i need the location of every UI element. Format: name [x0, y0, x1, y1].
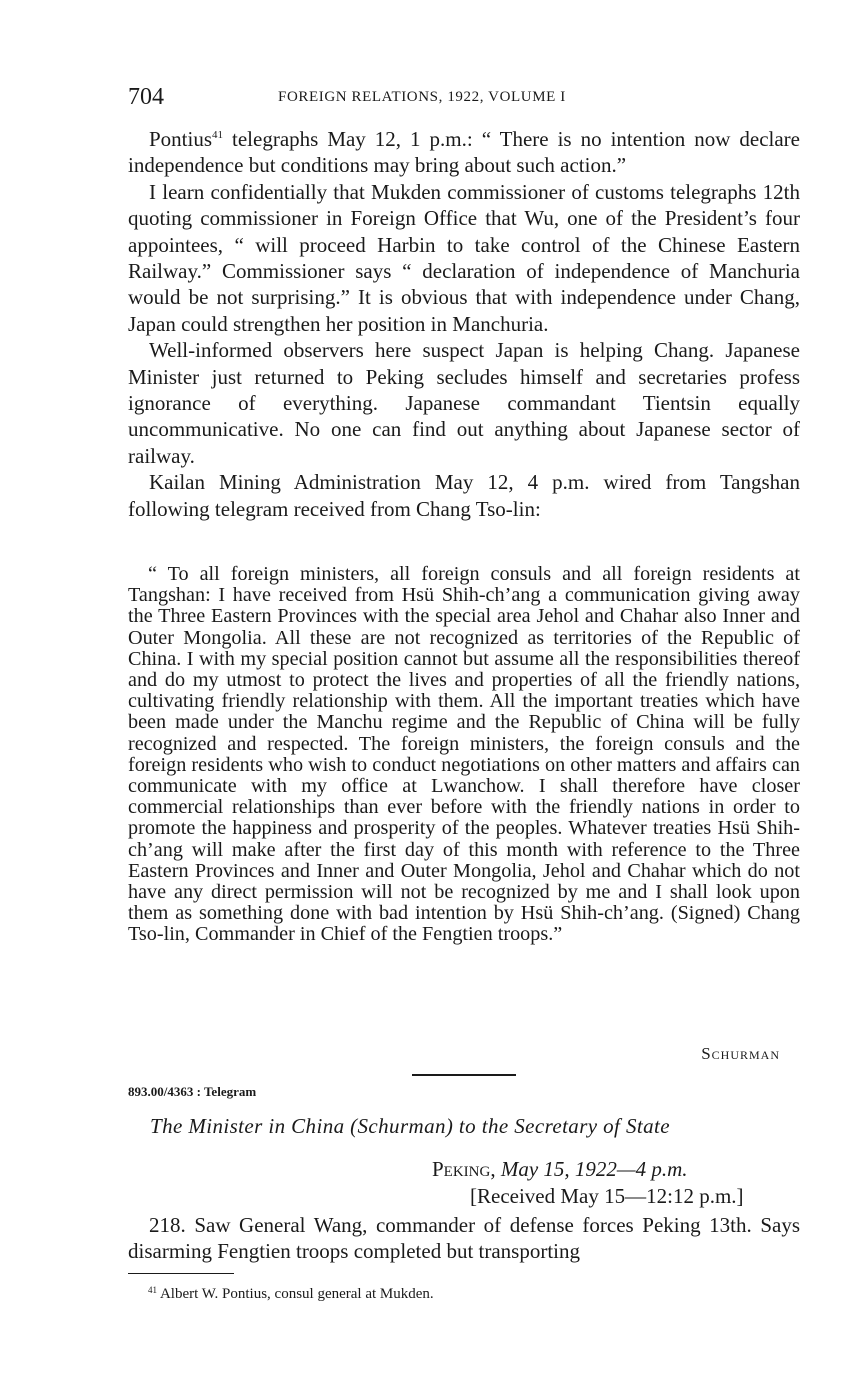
page-number: 704 [128, 84, 164, 110]
pontius-text: telegraphs May 12, 1 p.m.: “ There is no intention now declare independence but conditions may bring about such action.” [128, 127, 800, 178]
paragraph-218: 218. Saw General Wang, commander of defense forces Peking 13th. Says disarming Fengtien troops completed but transporting [128, 1213, 800, 1264]
paragraph-pontius [128, 126, 800, 179]
document-title: The Minister in China (Schurman) to the Secretary of State [150, 1114, 670, 1138]
telegram-body [128, 126, 800, 522]
signature: Schurman [701, 1044, 780, 1063]
telegram-218-body [128, 1212, 800, 1265]
dateline-date: May 15, 1922—4 p.m. [500, 1157, 688, 1181]
file-number: 893.00/4363 : Telegram [128, 1084, 257, 1099]
received-line: [Received May 15—12:12 p.m.] [470, 1184, 744, 1208]
section-divider [412, 1074, 516, 1076]
dateline-place: Peking, [432, 1157, 496, 1181]
footnote-reference: 41 [212, 129, 224, 141]
paragraph-customs: I learn confidentially that Mukden commissioner of customs telegraphs 12th quoting commissioner in Foreign Office that Wu, one of the President’s four appointees, “ will proceed Harbin to take control of the Chinese Eastern Railway.” Commissioner says “ declaration of independence of Manchuria would be not surprising.” It is obvious that with independence under Chang, Japan could strengthen her position in Manchuria. [128, 179, 800, 336]
paragraph-kailan: Kailan Mining Administration May 12, 4 p.m. wired from Tangshan following telegram received from Chang Tso-lin: [128, 470, 800, 521]
chang-telegram-quote [128, 564, 800, 946]
running-head: FOREIGN RELATIONS, 1922, VOLUME I [278, 89, 566, 105]
pontius-name: Pontius [149, 127, 213, 151]
footnote-marker: 41 [148, 1285, 157, 1295]
dateline [432, 1157, 688, 1182]
paragraph-observers: Well-informed observers here suspect Japan is helping Chang. Japanese Minister just returned to Peking secludes himself and secretaries profess ignorance of everything. Japanese commandant Tientsin equally uncommunicative. No one can find out anything about Japanese sector of railway. [128, 338, 800, 468]
page-header [128, 84, 800, 114]
footnote-text: Albert W. Pontius, consul general at Mukden. [159, 1286, 434, 1302]
quote-text: “ To all foreign ministers, all foreign consuls and all foreign residents at Tangshan: I have received from Hsü Shih-ch’ang a communication giving away the Three Eastern Provinces with the special area Jehol and Chahar also Inner and Outer Mongolia. All these are not recognized as territories of the Republic of China. I with my special position cannot but assume all the responsibilities thereof and do my utmost to protect the lives and properties of all the friendly nations, cultivating friendly relationship with them. All the important treaties which have been made under the Manchu regime and the Republic of China will be fully recognized and respected. The foreign ministers, the foreign consuls and the foreign residents who wish to conduct negotiations on other matters and affairs can communicate with my office at Lwanchow. I shall therefore have closer commercial relationships than ever before with the friendly nations in order to promote the happiness and prosperity of the peoples. Whatever treaties Hsü Shih-ch’ang will make after the first day of this month with reference to the Three Eastern Provinces and Inner and Outer Mongolia, Jehol and Chahar which do not have any direct permission will not be recognized by me and I shall look upon them as something done with bad intention by Hsü Shih-ch’ang. (Signed) Chang Tso-lin, Commander in Chief of the Fengtien troops.” [128, 563, 800, 946]
footnote [148, 1285, 434, 1303]
footnote-rule [128, 1273, 234, 1274]
